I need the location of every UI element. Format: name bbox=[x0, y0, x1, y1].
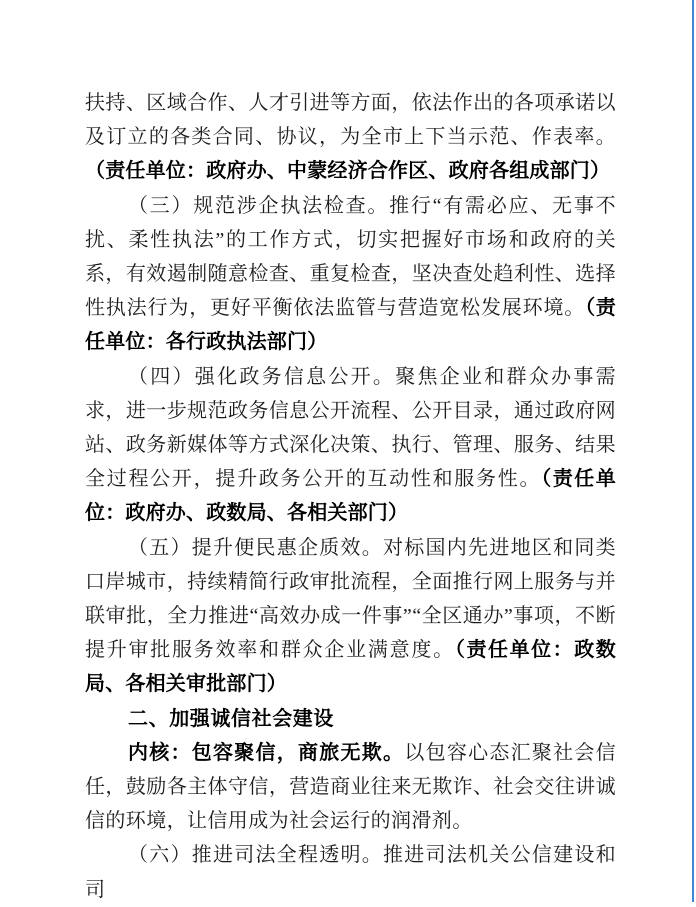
section-heading-2 bbox=[85, 702, 616, 736]
paragraph-item-5 bbox=[85, 531, 616, 702]
text-segment: （责任单位：各行政执法部门） bbox=[85, 297, 616, 354]
text-segment: （六）推进司法全程透明。 bbox=[128, 844, 384, 867]
paragraph-core-statement bbox=[85, 736, 616, 839]
text-segment: （四）强化政务信息公开。 bbox=[128, 365, 396, 388]
paragraph-item-3 bbox=[85, 189, 616, 360]
page-right-border-line bbox=[692, 0, 694, 902]
text-segment: （责任单位：政府办、中蒙经济合作区、政府各组成部门） bbox=[85, 160, 611, 183]
text-segment: 推进司法机关公信建设和司 bbox=[85, 844, 616, 901]
paragraph-item-4 bbox=[85, 360, 616, 531]
paragraph-continuation bbox=[85, 86, 616, 189]
paragraph-item-6 bbox=[85, 838, 616, 906]
text-segment: 推行“有需必应、无事不扰、柔性执法”的工作方式，切实把握好市场和政府的关系，有效遏制随意检查、重复检查，坚决查处趋利性、选择性执法行为，更好平衡依法监管与营造宽松发展环境。 bbox=[85, 194, 616, 320]
text-segment: 对标国内先进地区和同类口岸城市，持续精简行政审批流程，全面推行网上服务与并联审批，全力推进“高效办成一件事”“全区通办”事项，不断提升审批服务效率和群众企业满意度。 bbox=[85, 536, 616, 662]
text-segment: （三）规范涉企执法检查。 bbox=[128, 194, 390, 217]
text-segment: 扶持、区域合作、人才引进等方面，依法作出的各项承诺以及订立的各类合同、协议，为全市上下当示范、作表率。 bbox=[85, 92, 616, 149]
text-segment: 内核：包容聚信，商旅无欺。 bbox=[128, 741, 405, 764]
text-segment: 以包容心态汇聚社会信任，鼓励各主体守信，营造商业往来无欺诈、社会交往讲诚信的环境，让信用成为社会运行的润滑剂。 bbox=[85, 741, 617, 833]
text-segment: （责任单位：政府办、政数局、各相关部门） bbox=[85, 468, 616, 525]
document-body bbox=[85, 86, 616, 907]
text-segment: （责任单位：政数局、各相关审批部门） bbox=[85, 639, 616, 696]
text-segment: 二、加强诚信社会建设 bbox=[128, 707, 334, 730]
text-segment: 聚焦企业和群众办事需求，进一步规范政务信息公开流程、公开目录，通过政府网站、政务新媒体等方式深化决策、执行、管理、服务、结果全过程公开，提升政务公开的互动性和服务性。 bbox=[85, 365, 616, 491]
text-segment: （五）提升便民惠企质效。 bbox=[128, 536, 384, 559]
